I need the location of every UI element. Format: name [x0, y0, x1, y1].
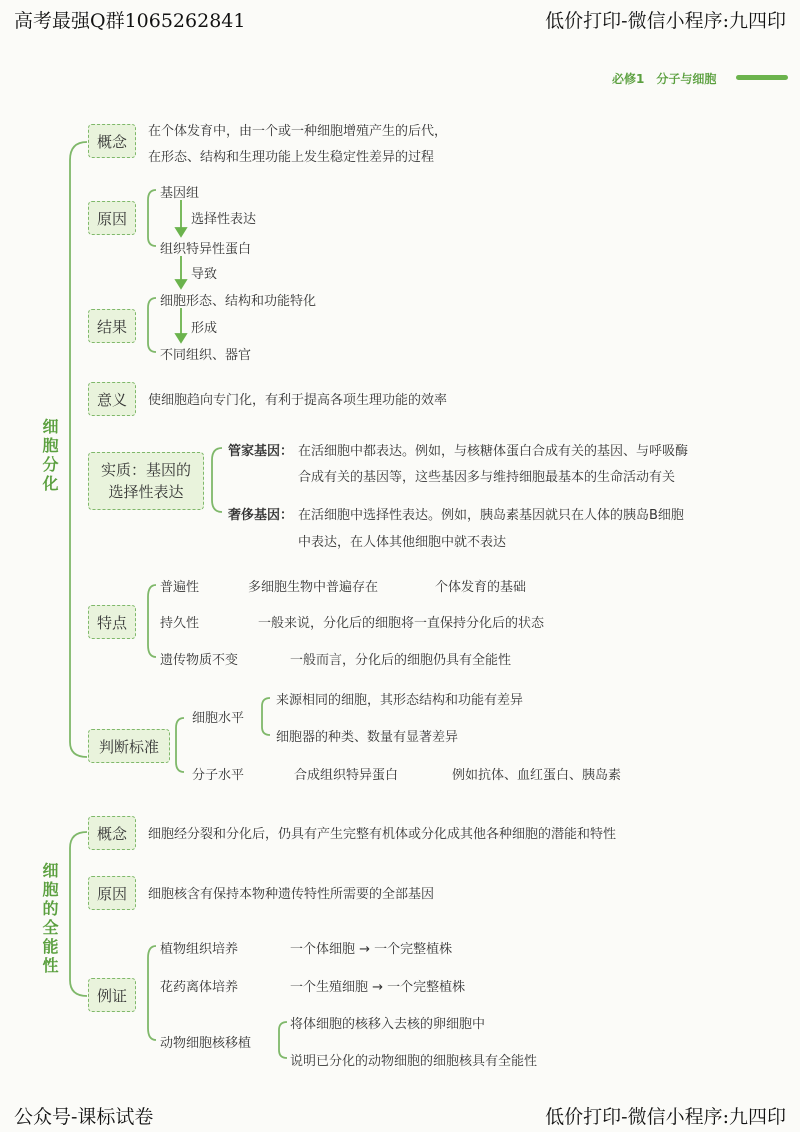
example-anther: 花药离体培养: [160, 980, 239, 995]
criteria-cell-level: 细胞水平: [192, 711, 245, 726]
meaning-box: 意义: [88, 382, 136, 416]
criteria-cell-a: 来源相同的细胞，其形态结构和功能有差异: [276, 693, 524, 708]
feature-name-persistent: 持久性: [160, 616, 200, 631]
result-arrow-label: 形成: [191, 321, 218, 336]
totipotency-cause-text: 细胞核含有保持本物种遗传特性所需要的全部基因: [148, 887, 435, 902]
totipotency-cause-box: 原因: [88, 876, 136, 910]
chapter-label: 必修1 分子与细胞: [612, 72, 717, 86]
concept-line-2: 在形态、结构和生理功能上发生稳定性差异的过程: [148, 150, 435, 165]
criteria-cell-b: 细胞器的种类、数量有显著差异: [276, 730, 459, 745]
result-specialization: 细胞形态、结构和功能特化: [160, 294, 317, 309]
concept-line-1: 在个体发育中，由一个或一种细胞增殖产生的后代，: [148, 124, 448, 139]
example-nuclear-transfer-a: 将体细胞的核移入去核的卵细胞中: [290, 1017, 486, 1032]
criteria-box: 判断标准: [88, 729, 170, 763]
essence-label-2: 选择性表达: [108, 483, 184, 501]
concept-box: 概念: [88, 124, 136, 158]
example-nuclear-transfer-b: 说明已分化的动物细胞的细胞核具有全能性: [290, 1054, 538, 1069]
example-plant-tissue: 植物组织培养: [160, 942, 239, 957]
result-box: 结果: [88, 309, 136, 343]
cause-lead-label: 导致: [191, 267, 218, 282]
luxury-label: 奢侈基因：: [228, 508, 294, 523]
feature-extra-universal: 个体发育的基础: [435, 580, 527, 595]
example-nuclear-transfer: 动物细胞核移植: [160, 1036, 252, 1051]
feature-desc-genetic: 一般而言，分化后的细胞仍具有全能性: [290, 653, 512, 668]
features-box: 特点: [88, 605, 136, 639]
cause-protein: 组织特异性蛋白: [160, 242, 252, 257]
totipotency-concept-box: 概念: [88, 816, 136, 850]
footer-left: 公众号-课标试卷: [14, 1106, 154, 1128]
header-left: 高考最强Q群1065262841: [14, 10, 246, 32]
meaning-text: 使细胞趋向专门化，有利于提高各项生理功能的效率: [148, 393, 448, 408]
example-plant-tissue-desc: 一个体细胞 → 一个完整植株: [290, 942, 453, 957]
cause-genome: 基因组: [160, 186, 200, 201]
footer-right: 低价打印-微信小程序:九四印: [545, 1106, 786, 1128]
essence-label-1: 实质：基因的: [100, 461, 191, 479]
feature-desc-persistent: 一般来说，分化后的细胞将一直保持分化后的状态: [258, 616, 545, 631]
housekeeping-line-2: 合成有关的基因等，这些基因多与维持细胞最基本的生命活动有关: [298, 470, 676, 485]
section2-title: 细胞的全能性: [40, 862, 59, 976]
totipotency-concept-text: 细胞经分裂和分化后，仍具有产生完整有机体或分化成其他各种细胞的潜能和特性: [148, 827, 617, 842]
luxury-line-2: 中表达，在人体其他细胞中就不表达: [298, 535, 507, 550]
result-tissues: 不同组织、器官: [160, 348, 252, 363]
feature-desc-universal: 多细胞生物中普遍存在: [248, 580, 379, 595]
criteria-mol-b: 例如抗体、血红蛋白、胰岛素: [452, 768, 622, 783]
cause-box: 原因: [88, 201, 136, 235]
header-right: 低价打印-微信小程序:九四印: [545, 10, 786, 32]
example-anther-desc: 一个生殖细胞 → 一个完整植株: [290, 980, 466, 995]
section1-title: 细胞分化: [40, 418, 59, 494]
criteria-mol-level: 分子水平: [192, 768, 245, 783]
luxury-line-1: 在活细胞中选择性表达。例如，胰岛素基因就只在人体的胰岛B细胞: [298, 508, 684, 523]
examples-box: 例证: [88, 978, 136, 1012]
cause-arrow-label: 选择性表达: [191, 212, 257, 227]
feature-name-universal: 普遍性: [160, 580, 200, 595]
housekeeping-label: 管家基因：: [228, 444, 294, 459]
criteria-mol-a: 合成组织特异蛋白: [294, 768, 399, 783]
housekeeping-line-1: 在活细胞中都表达。例如，与核糖体蛋白合成有关的基因、与呼吸酶: [298, 444, 689, 459]
essence-box: [88, 452, 204, 510]
feature-name-genetic: 遗传物质不变: [160, 653, 239, 668]
